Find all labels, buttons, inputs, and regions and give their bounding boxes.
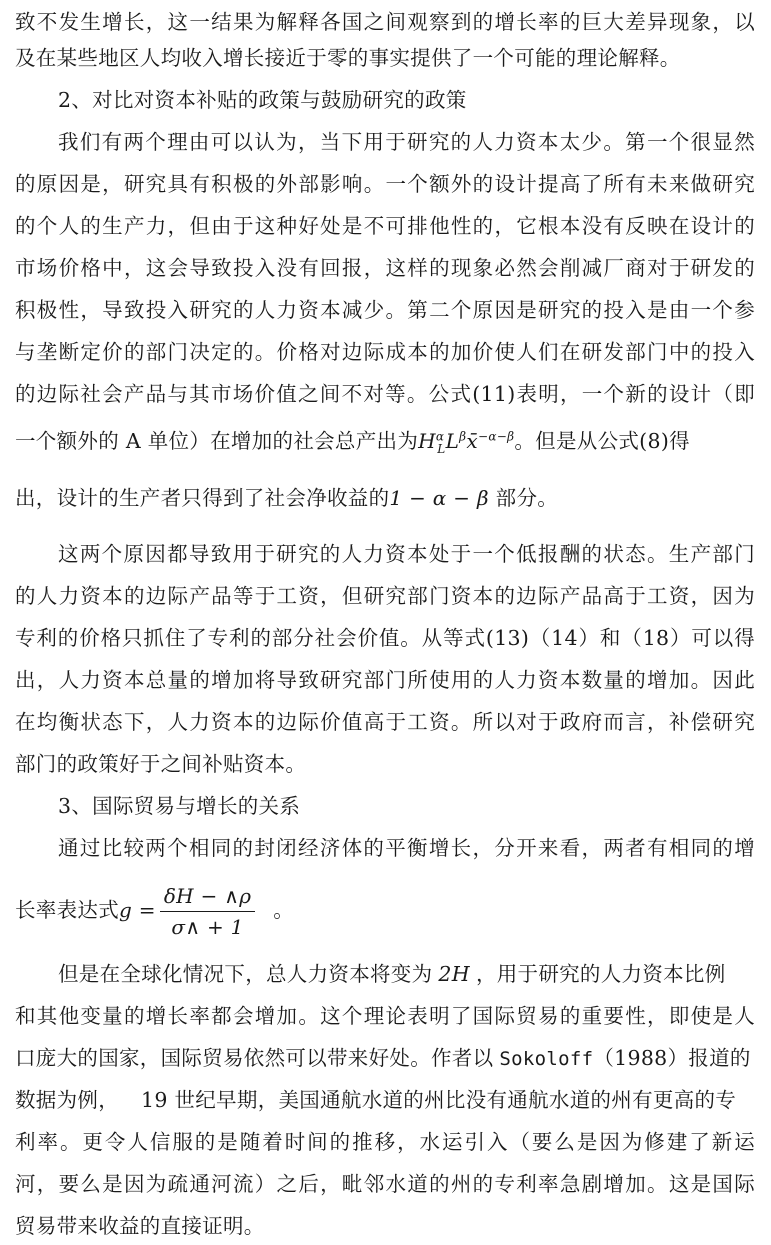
text-segment: 数据为例，	[15, 1088, 119, 1112]
formula-part: −α−β	[478, 429, 515, 444]
paragraph-line: 专利的价格只抓住了专利的部分社会价值。从等式(13)（14）和（18）可以得	[15, 626, 755, 650]
formula-part: L	[445, 429, 460, 453]
paragraph-line: 市场价格中，这会导致投入没有回报，这样的现象必然会削减厂商对于研发的	[15, 256, 755, 280]
formula-part: x̄	[466, 429, 479, 453]
paragraph-line: 的人力资本的边际产品等于工资，但研究部门资本的边际产品高于工资，因为	[15, 584, 755, 608]
formula-part: α	[435, 429, 445, 444]
paragraph-line-with-formula	[15, 482, 558, 514]
fraction-numerator: δH − ∧ρ	[160, 881, 255, 912]
paragraph-line: 的原因是，研究具有积极的外部影响。一个额外的设计提高了所有未来做研究	[15, 172, 755, 196]
paragraph-line: 的边际社会产品与其市场价值之间不对等。公式(11)表明，一个新的设计（即	[15, 382, 755, 406]
paragraph-line: 的个人的生产力，但由于这种好处是不可排他性的，它根本没有反映在设计的	[15, 214, 755, 238]
paragraph-line-with-name	[15, 1042, 751, 1075]
text-segment: 口庞大的国家，国际贸易依然可以带来好处。作者以	[15, 1046, 494, 1070]
formula-part: L	[437, 442, 446, 456]
formula-part: H	[418, 429, 436, 453]
text-segment: 出，设计的生产者只得到了社会净收益的	[15, 486, 390, 510]
growth-rate-fraction	[160, 881, 255, 942]
text-segment: 19 世纪早期，美国通航水道的州比没有通航水道的州有更高的专	[141, 1088, 737, 1112]
paragraph-line: 与垄断定价的部门决定的。价格对边际成本的加价使人们在研发部门中的投入	[15, 340, 755, 364]
fraction-denominator: σ∧ + 1	[171, 915, 244, 939]
paragraph-line: 积极性，导致投入研究的人力资本减少。第二个原因是研究的投入是由一个参	[15, 298, 755, 322]
section-heading: 2、对比对资本补贴的政策与鼓励研究的政策	[58, 88, 467, 112]
paragraph-line: 这两个原因都导致用于研究的人力资本处于一个低报酬的状态。生产部门	[58, 542, 755, 566]
paragraph-line: 利率。更令人信服的是随着时间的推移，水运引入（要么是因为修建了新运	[15, 1130, 755, 1154]
paragraph-line: 出，人力资本总量的增加将导致研究部门所使用的人力资本数量的增加。因此	[15, 668, 755, 692]
paragraph-line: 部门的政策好于之间补贴资本。	[15, 752, 307, 776]
formula-part: β	[459, 429, 467, 444]
growth-rate-lhs: g =	[119, 898, 156, 922]
paragraph-line-with-formula	[15, 425, 690, 457]
text-segment: 但是在全球化情况下，总人力资本将变为	[58, 962, 433, 986]
paragraph-line: 河，要么是因为疏通河流）之后，毗邻水道的州的专利率急剧增加。这是国际	[15, 1172, 755, 1196]
text-segment: ，用于研究的人力资本比例	[475, 962, 726, 986]
net-benefit-share-formula: 1 − α − β	[389, 486, 489, 510]
paragraph-line: 在均衡状态下，人力资本的边际价值高于工资。所以对于政府而言，补偿研究	[15, 710, 755, 734]
text-segment: 一个额外的 A 单位）在增加的社会总产出为	[15, 429, 419, 453]
paragraph-line	[15, 1084, 736, 1116]
text-segment: （1988）报道的	[593, 1046, 751, 1070]
text-segment: 。	[273, 898, 295, 922]
paragraph-line: 我们有两个理由可以认为，当下用于研究的人力资本太少。第一个很显然	[58, 130, 755, 154]
paragraph-line-with-formula	[58, 958, 726, 990]
paragraph-line: 贸易带来收益的直接证明。	[15, 1214, 265, 1238]
section-heading: 3、国际贸易与增长的关系	[58, 794, 301, 818]
social-output-formula	[418, 429, 515, 456]
text-segment: 长率表达式	[15, 898, 119, 922]
two-h-symbol: 2H	[438, 962, 470, 986]
paragraph-line: 和其他变量的增长率都会增加。这个理论表明了国际贸易的重要性，即使是人	[15, 1004, 755, 1028]
text-segment: 。但是从公式(8)得	[514, 429, 690, 453]
text-segment: 部分。	[488, 486, 559, 510]
author-name: Sokoloff	[499, 1048, 594, 1070]
paragraph-line: 通过比较两个相同的封闭经济体的平衡增长，分开来看，两者有相同的增	[58, 836, 755, 860]
paragraph-line: 及在某些地区人均收入增长接近于零的事实提供了一个可能的理论解释。	[15, 46, 681, 70]
paragraph-line: 致不发生增长，这一结果为解释各国之间观察到的增长率的巨大差异现象，以	[15, 10, 755, 34]
paragraph-line-with-formula	[15, 880, 294, 942]
